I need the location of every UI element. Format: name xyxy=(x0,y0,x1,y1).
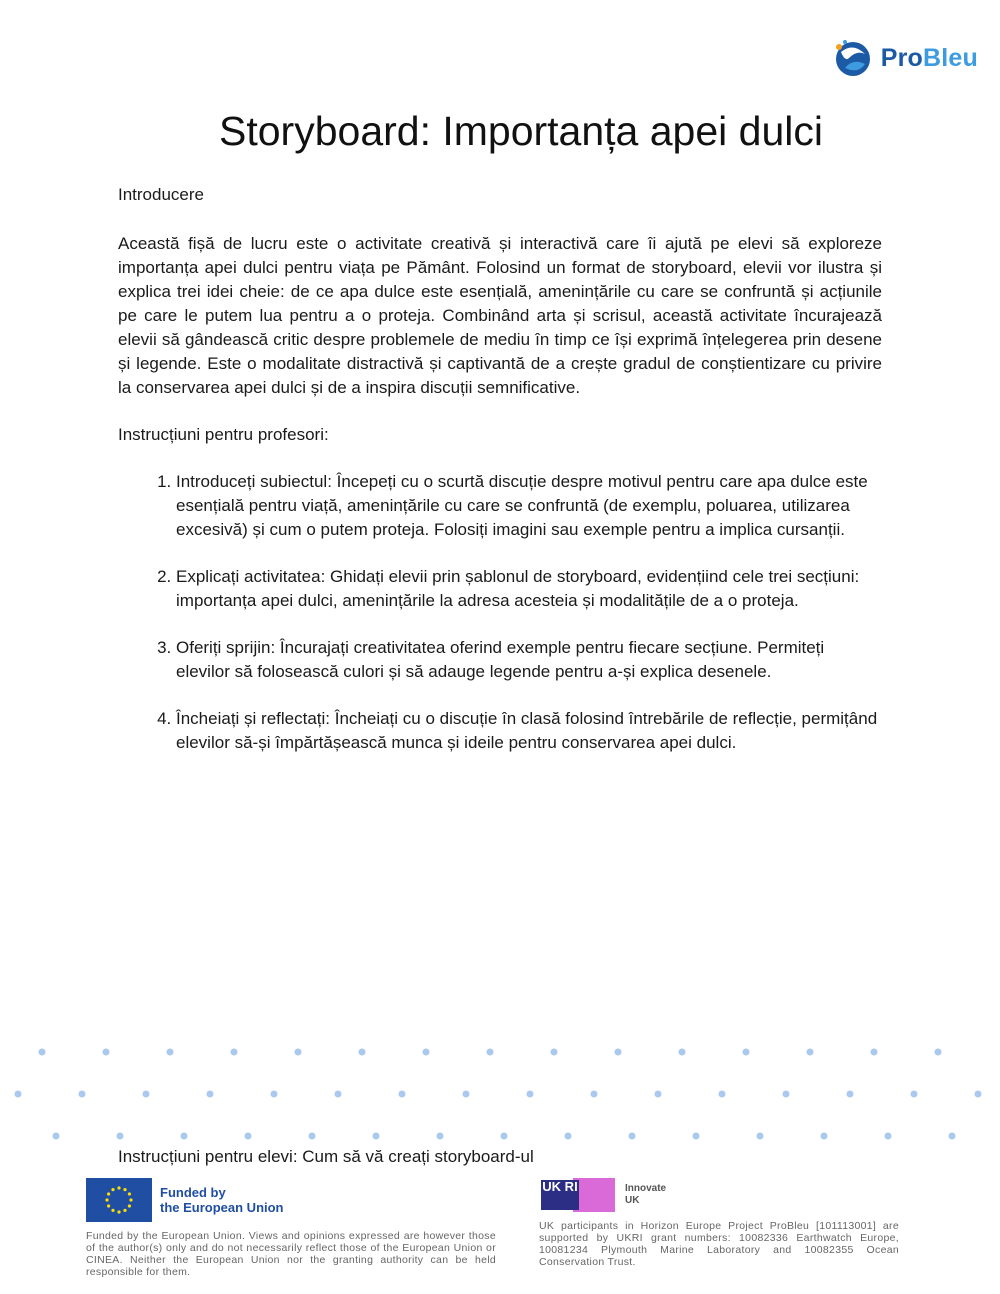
list-item: 4. Încheiați și reflectați: Încheiați cu o discuție în clasă folosind întrebările de reflecție, permițând elevilor să-și împărtășească munca și ideile pentru conservarea apei dulci. xyxy=(176,707,882,755)
student-instructions-heading: Instrucțiuni pentru elevi: Cum să vă creați storyboard-ul xyxy=(118,1147,534,1166)
eu-funding-title xyxy=(160,1185,284,1215)
eu-title-line-1: Funded by xyxy=(160,1185,226,1200)
probleu-swirl-icon xyxy=(831,38,875,78)
ukri-logo-text: UK RI xyxy=(541,1180,579,1210)
logo-part-pro: Pro xyxy=(880,43,924,72)
document-body xyxy=(118,183,882,778)
page-title: Storyboard: Importanța apei dulci xyxy=(219,108,823,154)
intro-paragraph: Această fișă de lucru este o activitate creativă și interactivă care îi ajută pe elevi să exploreze importanța apei dulci pentru viața pe Pământ. Folosind un format de storyboard, elevii vor ilustra și explica trei idei cheie: de ce apa dulce este esențială, amenințările cu care se confruntă și acțiunile pe care le putem lua pentru a o proteja. Combinând arta și scrisul, această activitate încurajează elevii să gândească critic despre problemele de mediu în timp ce își exprimă înțelegerea prin desene și legende. Este o modalitate distractivă și captivantă de a crește gradul de conștientizare cu privire la conservarea apei dulci și de a inspira discuții semnificative. xyxy=(118,234,882,397)
decorative-dot-pattern xyxy=(0,1040,1000,1150)
intro-heading: Introducere xyxy=(118,185,204,204)
list-item: 1. Introduceți subiectul: Începeți cu o scurtă discuție despre motivul pentru care apa dulce este esențială pentru viață, amenințările cu care se confruntă (de exemplu, poluarea, utilizarea excesivă) și cum o putem proteja. Folosiți imagini sau exemple pentru a implica cursanții. xyxy=(176,470,882,542)
logo-part-bleu: Bleu xyxy=(923,43,978,72)
innovate-line-1: Innovate xyxy=(625,1183,667,1194)
probleu-wordmark xyxy=(881,44,978,73)
ukri-funding-block xyxy=(539,1178,899,1268)
eu-funding-block xyxy=(86,1178,496,1278)
list-item: 2. Explicați activitatea: Ghidați elevii prin șablonul de storyboard, evidențiind cele trei secțiuni: importanța apei dulci, amenințările la adresa acesteia și modalitățile de a o proteja. xyxy=(176,565,882,613)
innovate-uk-label xyxy=(625,1183,666,1207)
eu-flag-icon xyxy=(86,1178,152,1222)
teacher-instructions-heading: Instrucțiuni pentru profesori: xyxy=(118,425,329,444)
teacher-instructions-list xyxy=(118,470,882,755)
ukri-disclaimer: UK participants in Horizon Europe Project ProBleu [101113001] are supported by UKRI grant numbers: 10082336 Earthwatch Europe, 10081234 Plymouth Marine Laboratory and 10082355 Ocean Conservation Trust. xyxy=(539,1220,899,1268)
innovate-line-2: UK xyxy=(625,1195,640,1206)
eu-disclaimer: Funded by the European Union. Views and opinions expressed are however those of the author(s) only and do not necessarily reflect those of the European Union or CINEA. Neither the European Union nor the granting authority can be held responsible for them. xyxy=(86,1230,496,1278)
eu-title-line-2: the European Union xyxy=(160,1200,284,1215)
ukri-logo-icon xyxy=(539,1178,615,1212)
probleu-logo xyxy=(831,38,978,78)
list-item: 3. Oferiți sprijin: Încurajați creativitatea oferind exemple pentru fiecare secțiune. Permiteți elevilor să folosească culori și să adauge legende pentru a-și explica desenele. xyxy=(176,636,882,684)
